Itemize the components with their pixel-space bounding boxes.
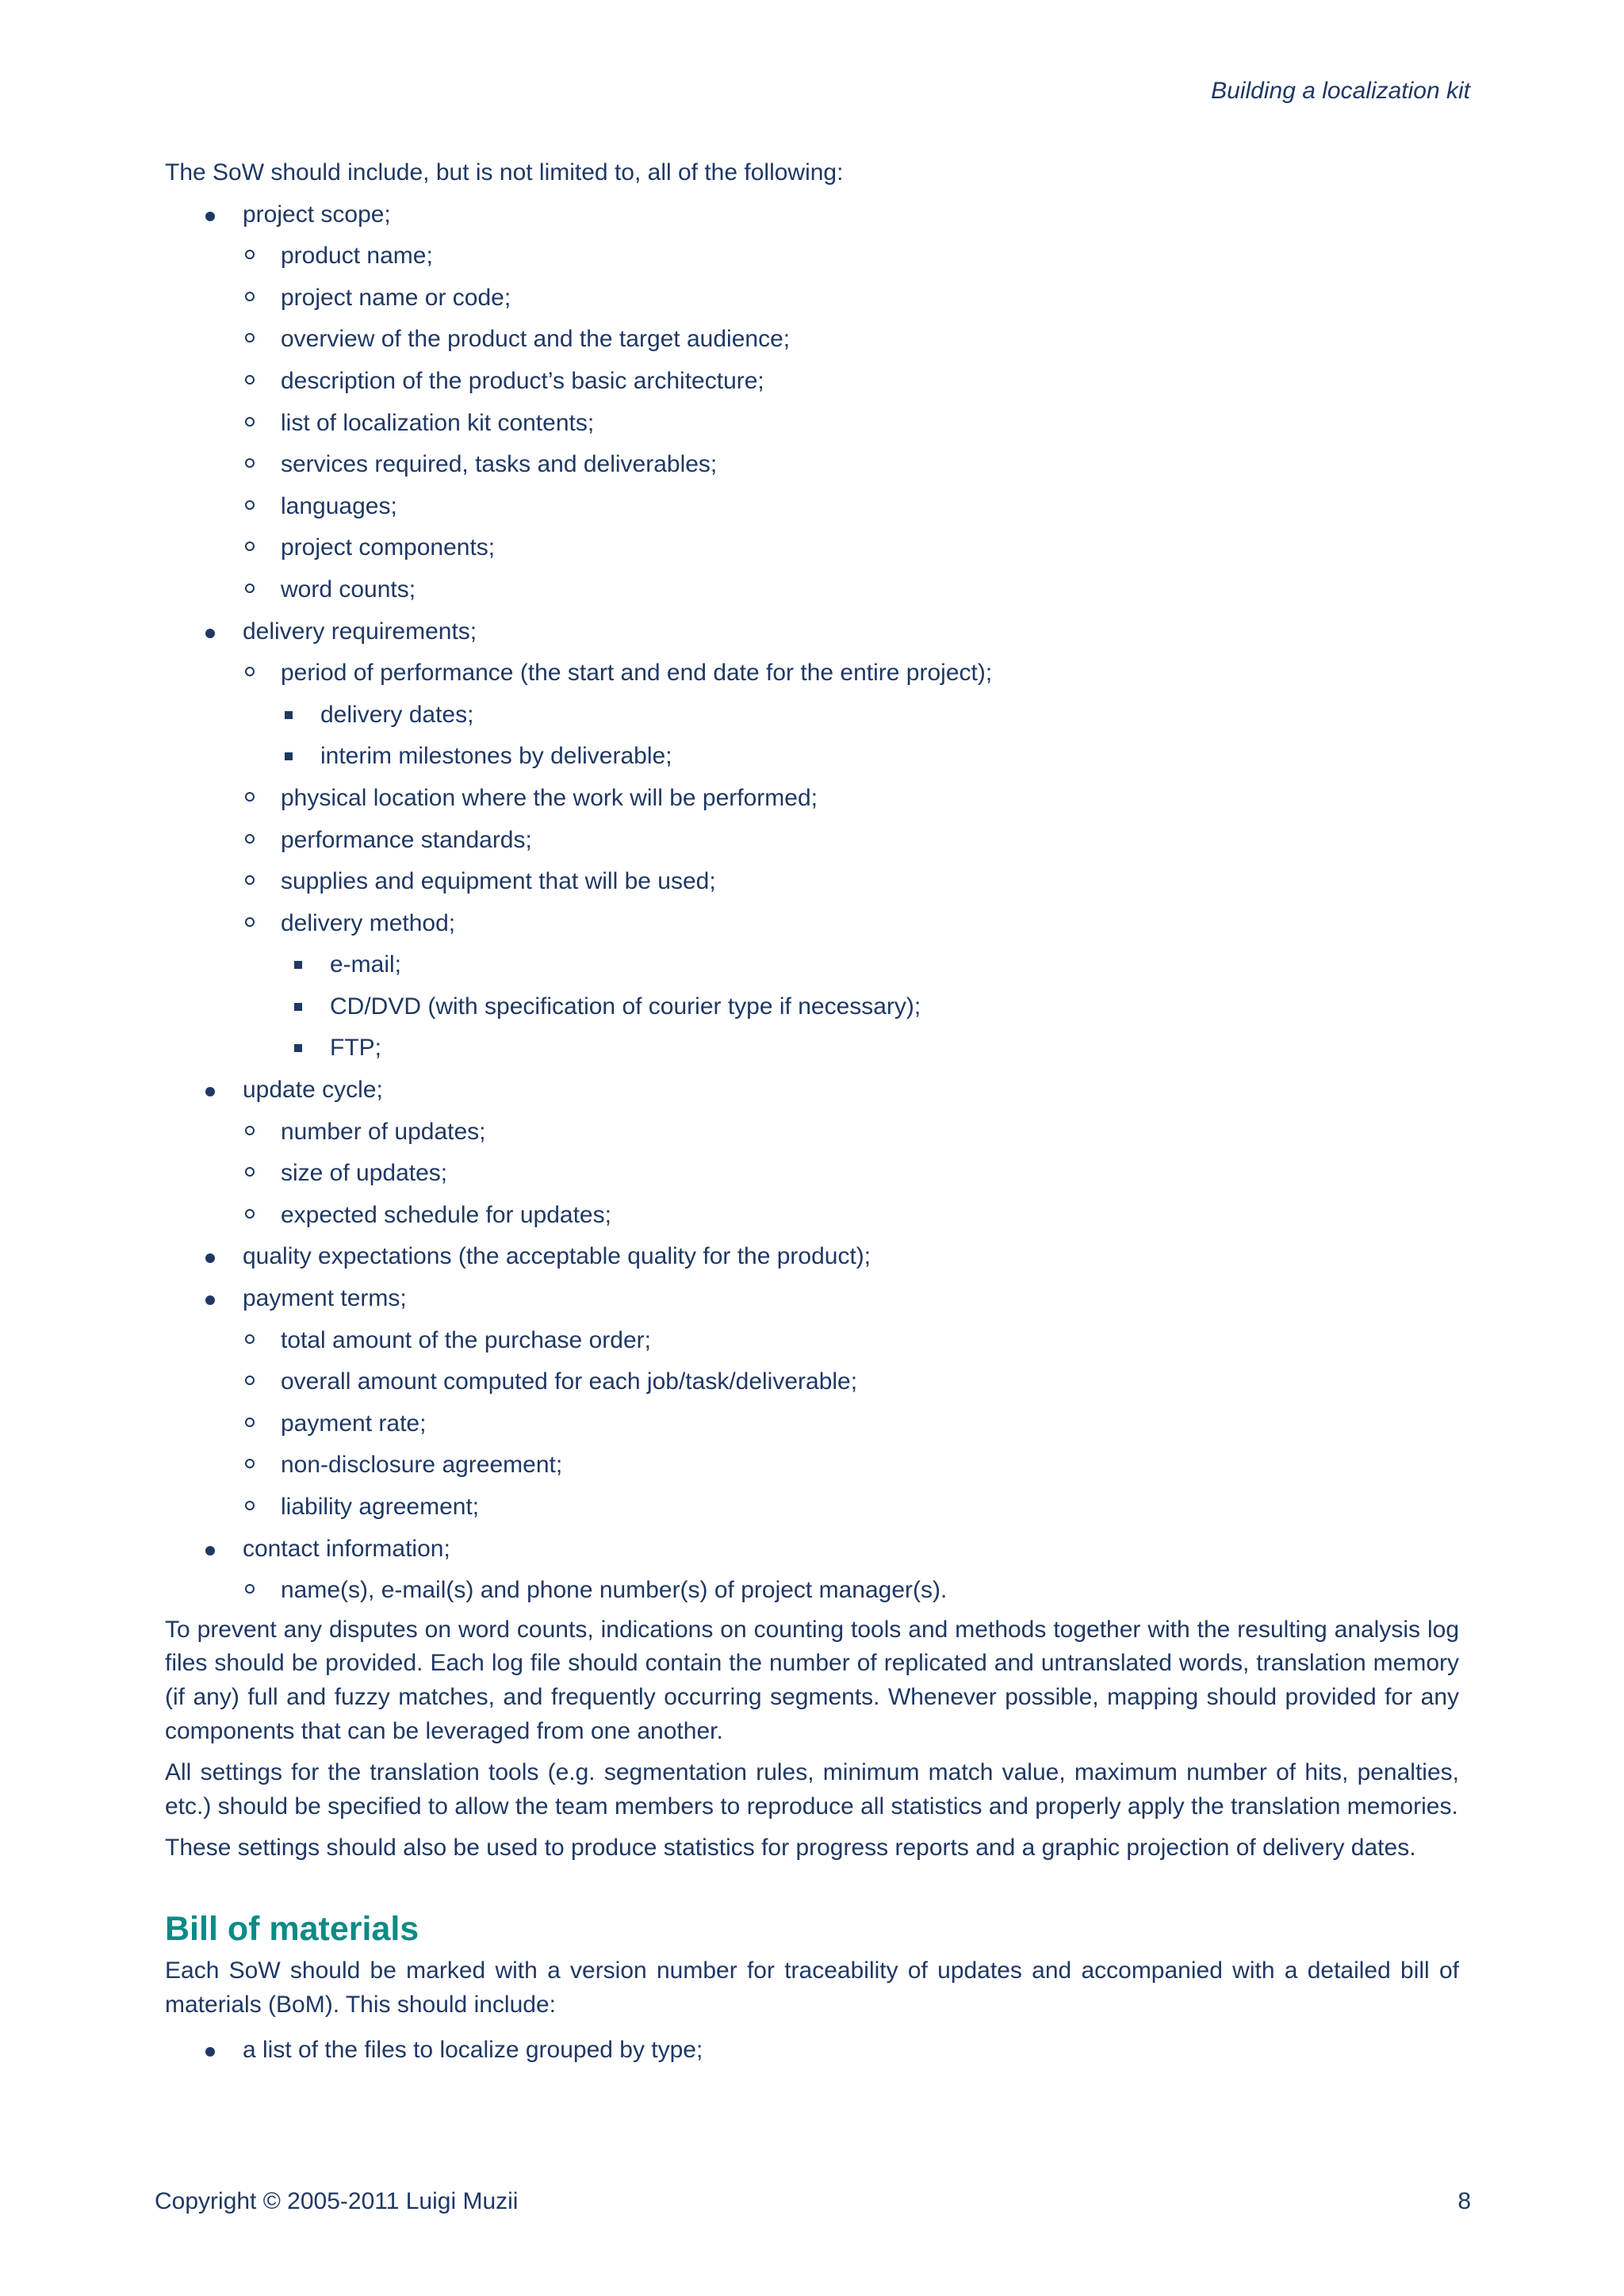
- sow-list: [165, 194, 1459, 1612]
- bullet-circle-icon: [245, 1334, 255, 1344]
- bullet-circle-icon: [245, 667, 255, 676]
- list-item: expected schedule for updates;: [165, 1195, 1459, 1237]
- list-item: word counts;: [165, 569, 1459, 611]
- bullet-circle-icon: [245, 375, 255, 385]
- body-paragraph: These settings should also be used to produce statistics for progress reports and a graphic projection of delivery dates.: [165, 1835, 1416, 1862]
- list-item: performance standards;: [165, 820, 1459, 862]
- bullet-circle-icon: [245, 500, 255, 510]
- bullet-circle-icon: [245, 1418, 255, 1427]
- bullet-circle-icon: [245, 541, 255, 551]
- bullet-circle-icon: [245, 1584, 255, 1594]
- list-item: contact information;: [165, 1529, 1459, 1571]
- bullet-disc-icon: [205, 1253, 215, 1263]
- bullet-square-icon: [294, 961, 302, 969]
- running-header: Building a localization kit: [1211, 78, 1470, 104]
- page-number: 8: [1457, 2188, 1471, 2214]
- section-heading: Bill of materials: [165, 1909, 419, 1948]
- bullet-circle-icon: [245, 458, 255, 468]
- list-item: CD/DVD (with specification of courier type if necessary);: [165, 986, 1459, 1028]
- list-item: languages;: [165, 486, 1459, 528]
- list-item: delivery dates;: [165, 695, 1459, 737]
- bullet-circle-icon: [245, 250, 255, 259]
- bullet-circle-icon: [245, 1376, 255, 1385]
- list-item: quality expectations (the acceptable quality for the product);: [165, 1236, 1459, 1278]
- list-item: update cycle;: [165, 1070, 1459, 1112]
- list-item: overview of the product and the target audience;: [165, 319, 1459, 361]
- list-item: product name;: [165, 235, 1459, 277]
- intro-text: The SoW should include, but is not limited to, all of the following:: [165, 159, 844, 186]
- page-footer: [155, 2188, 1471, 2215]
- bullet-circle-icon: [245, 1126, 255, 1135]
- bullet-circle-icon: [245, 1501, 255, 1510]
- list-item: description of the product’s basic architecture;: [165, 361, 1459, 403]
- list-item: list of localization kit contents;: [165, 403, 1459, 445]
- bullet-circle-icon: [245, 917, 255, 927]
- list-item: supplies and equipment that will be used;: [165, 861, 1459, 903]
- list-item: e-mail;: [165, 944, 1459, 986]
- list-item: a list of the files to localize grouped by type;: [165, 2030, 1459, 2072]
- body-paragraph: To prevent any disputes on word counts, indications on counting tools and methods together with the resulting analysis log files should be provided. Each log file should contain the number of replicated and untranslated words, translation memory (if any) full and fuzzy matches, and frequently occurring segments. Whenever possible, mapping should provided for any components that can be leveraged from one another.: [165, 1616, 1459, 1744]
- list-item: project scope;: [165, 194, 1459, 236]
- bullet-circle-icon: [245, 1459, 255, 1468]
- list-item: interim milestones by deliverable;: [165, 736, 1459, 778]
- bullet-disc-icon: [205, 212, 215, 221]
- list-item: delivery requirements;: [165, 611, 1459, 653]
- bullet-square-icon: [285, 711, 293, 719]
- bullet-disc-icon: [205, 1546, 215, 1556]
- bullet-circle-icon: [245, 584, 255, 593]
- list-item: delivery method;: [165, 903, 1459, 945]
- bullet-square-icon: [294, 1044, 302, 1052]
- list-item: period of performance (the start and end date for the entire project);: [165, 652, 1459, 695]
- bullet-circle-icon: [245, 292, 255, 301]
- bullet-disc-icon: [205, 1087, 215, 1096]
- list-item: size of updates;: [165, 1153, 1459, 1195]
- list-item: physical location where the work will be performed;: [165, 778, 1459, 820]
- bullet-circle-icon: [245, 1167, 255, 1177]
- list-item: project name or code;: [165, 277, 1459, 320]
- list-item: non-disclosure agreement;: [165, 1445, 1459, 1487]
- list-item: total amount of the purchase order;: [165, 1320, 1459, 1362]
- list-item: project components;: [165, 527, 1459, 569]
- bullet-circle-icon: [245, 417, 255, 427]
- bullet-disc-icon: [205, 629, 215, 638]
- bullet-circle-icon: [245, 1209, 255, 1219]
- list-item: FTP;: [165, 1027, 1459, 1070]
- list-item: services required, tasks and deliverables;: [165, 444, 1459, 486]
- body-paragraph: All settings for the translation tools (e.g. segmentation rules, minimum match value, maximum number of hits, penalties, etc.) should be specified to allow the team members to reproduce all statistics and properly apply the translation memories.: [165, 1759, 1459, 1820]
- list-item: payment rate;: [165, 1403, 1459, 1445]
- bullet-circle-icon: [245, 875, 255, 885]
- list-item: name(s), e-mail(s) and phone number(s) of project manager(s).: [165, 1570, 1459, 1612]
- body-paragraph: Each SoW should be marked with a version number for traceability of updates and accompanied with a detailed bill of materials (BoM). This should include:: [165, 1957, 1459, 2018]
- bullet-disc-icon: [205, 2047, 215, 2057]
- list-item: number of updates;: [165, 1112, 1459, 1154]
- list-item: overall amount computed for each job/task/deliverable;: [165, 1361, 1459, 1403]
- bullet-circle-icon: [245, 333, 255, 342]
- bullet-disc-icon: [205, 1295, 215, 1305]
- bullet-square-icon: [285, 752, 293, 760]
- bullet-square-icon: [294, 1003, 302, 1011]
- bullet-circle-icon: [245, 834, 255, 844]
- list-item: payment terms;: [165, 1278, 1459, 1320]
- copyright-text: Copyright © 2005-2011 Luigi Muzii: [155, 2188, 519, 2214]
- page-content: [165, 152, 1459, 2072]
- bullet-circle-icon: [245, 792, 255, 802]
- bom-list: [165, 2030, 1459, 2072]
- list-item: liability agreement;: [165, 1487, 1459, 1529]
